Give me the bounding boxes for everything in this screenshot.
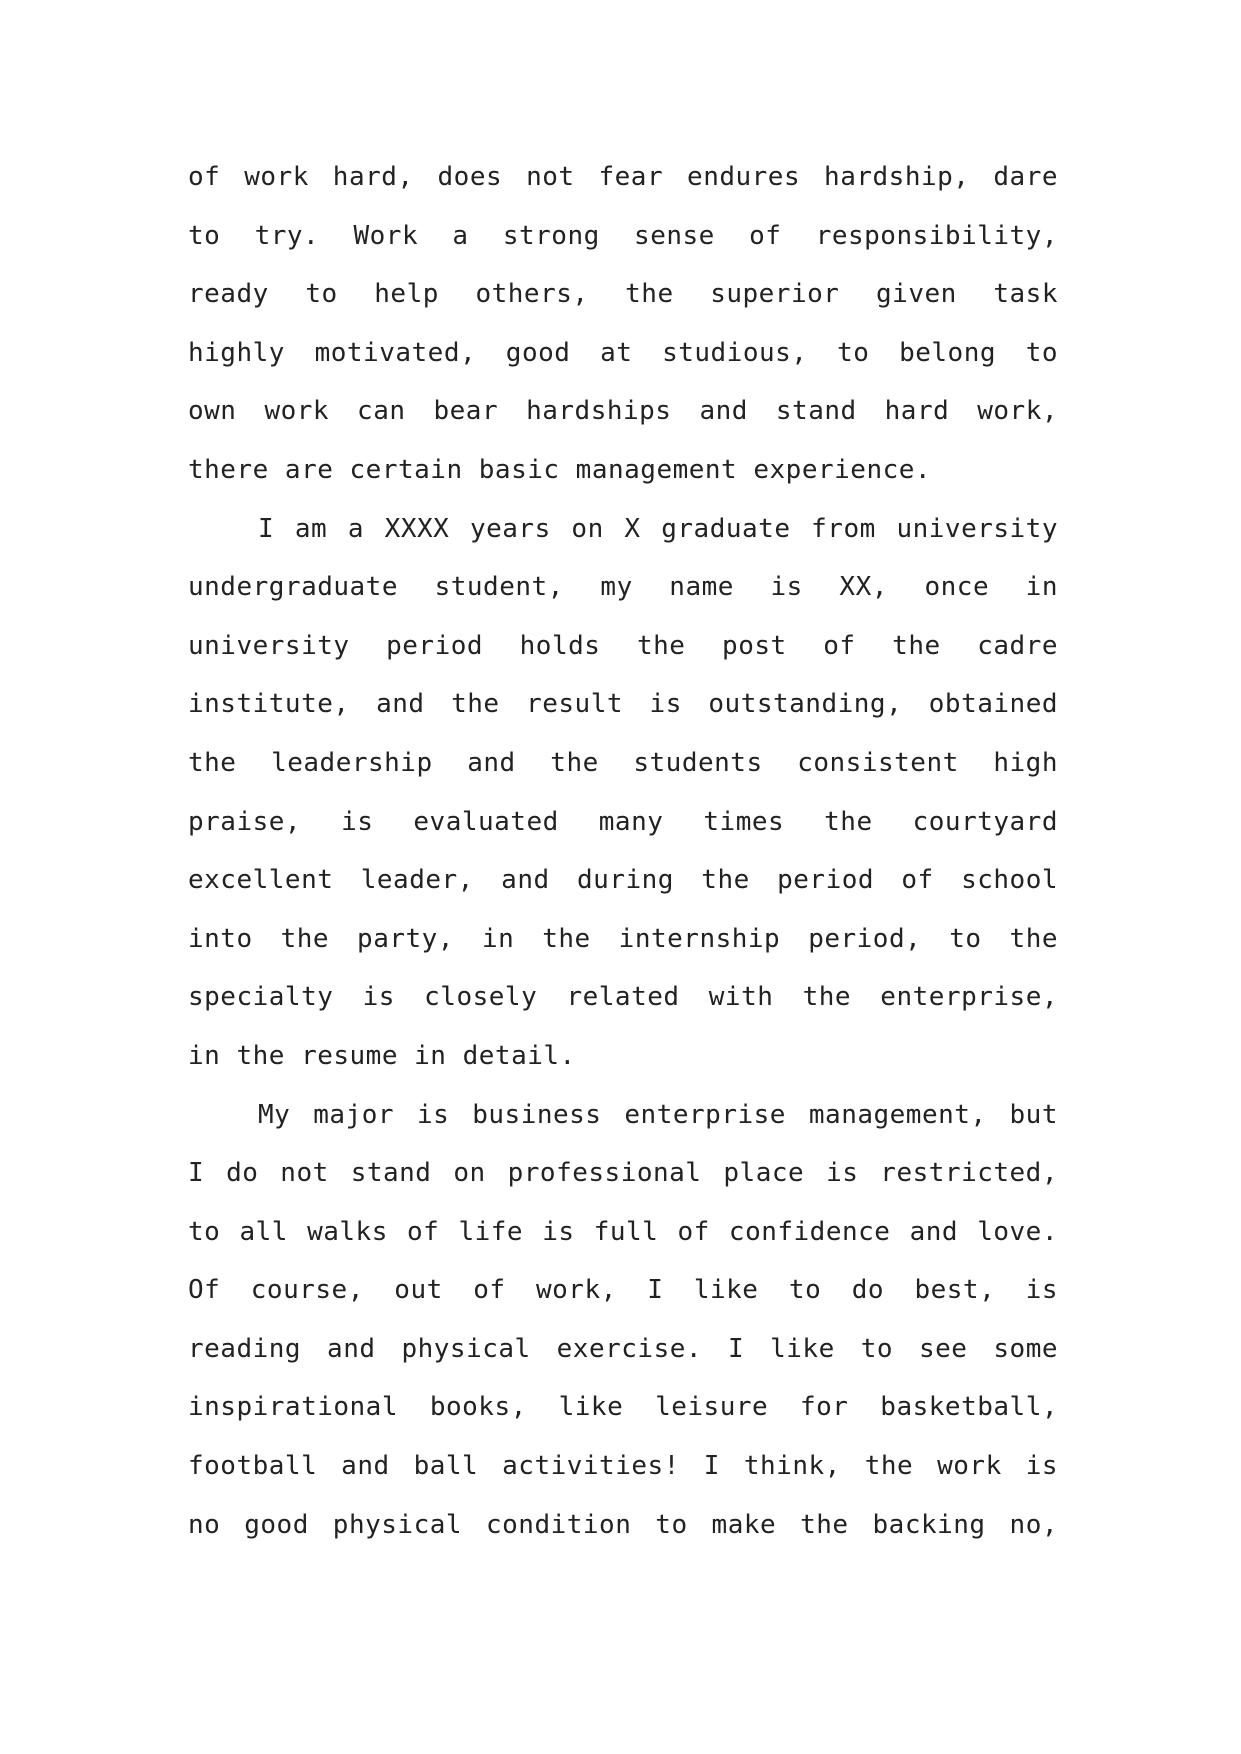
text-line: the leadership and the students consistent high xyxy=(188,747,1058,778)
text-line: own work can bear hardships and stand hard work, xyxy=(188,396,1058,427)
text-line: I do not stand on professional place is restricted, xyxy=(188,1158,1058,1189)
document-page xyxy=(188,162,1058,1568)
text-line: there are certain basic management experience. xyxy=(188,454,932,485)
text-line: institute, and the result is outstanding, obtained xyxy=(188,689,1058,720)
text-line: undergraduate student, my name is XX, once in xyxy=(188,572,1058,603)
text-line: football and ball activities! I think, the work is xyxy=(188,1451,1058,1482)
text-line: highly motivated, good at studious, to belong to xyxy=(188,337,1058,368)
text-line: to all walks of life is full of confidence and love. xyxy=(188,1216,1058,1247)
text-line: My major is business enterprise management, but xyxy=(258,1099,1058,1130)
paragraph-2 xyxy=(188,514,1058,1100)
paragraph-3 xyxy=(188,1100,1058,1569)
text-line: no good physical condition to make the backing no, xyxy=(188,1509,1058,1540)
text-line: university period holds the post of the cadre xyxy=(188,630,1058,661)
paragraph-1 xyxy=(188,162,1058,514)
text-line: inspirational books, like leisure for basketball, xyxy=(188,1392,1058,1423)
text-line: excellent leader, and during the period of school xyxy=(188,865,1058,896)
text-line: ready to help others, the superior given task xyxy=(188,279,1058,310)
text-line: I am a XXXX years on X graduate from university xyxy=(258,513,1058,544)
text-line: to try. Work a strong sense of responsibility, xyxy=(188,220,1058,251)
text-line: specialty is closely related with the enterprise, xyxy=(188,982,1058,1013)
text-line: in the resume in detail. xyxy=(188,1040,576,1071)
text-line: reading and physical exercise. I like to see some xyxy=(188,1333,1058,1364)
text-line: of work hard, does not fear endures hardship, dare xyxy=(188,162,1058,192)
text-line: praise, is evaluated many times the courtyard xyxy=(188,806,1058,837)
text-line: Of course, out of work, I like to do best, is xyxy=(188,1275,1058,1306)
text-line: into the party, in the internship period, to the xyxy=(188,923,1058,954)
